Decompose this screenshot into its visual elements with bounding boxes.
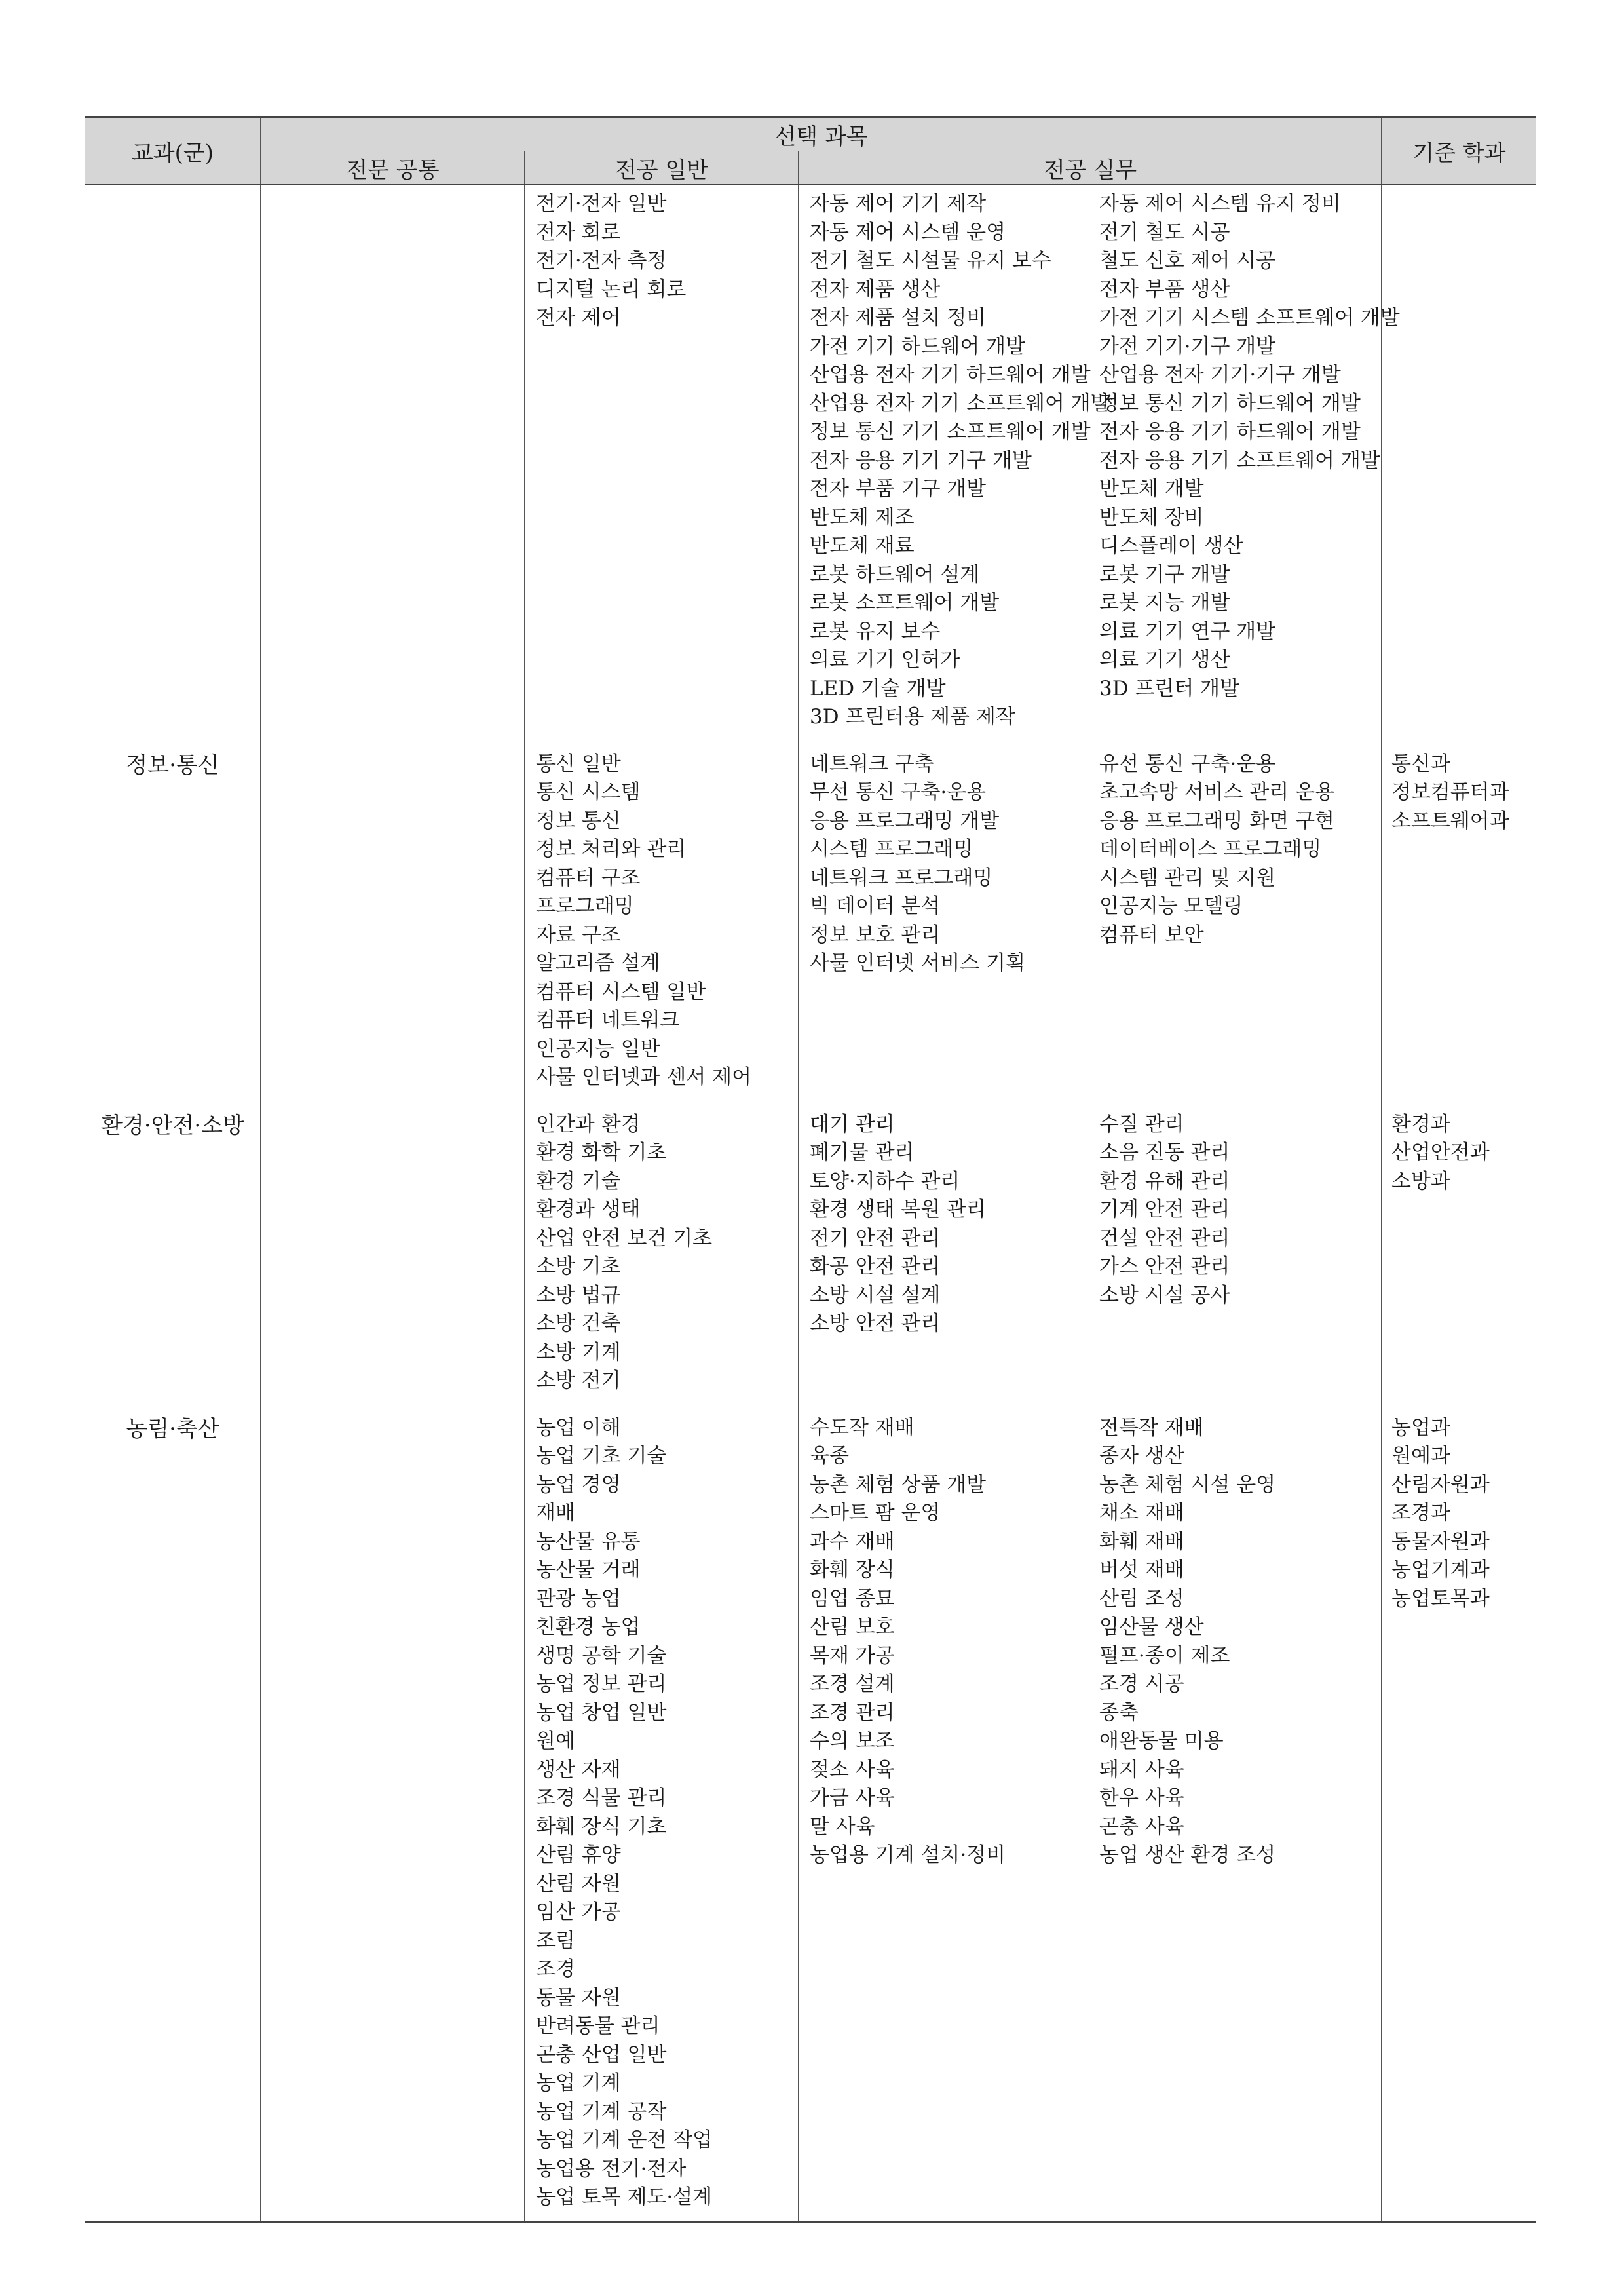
practice-subject: 기계 안전 관리 (1099, 1198, 1230, 1221)
section-row (85, 750, 1536, 1111)
general-subject: 친환경 농업 (536, 1615, 641, 1639)
general-subject: 농업 기계 공작 (536, 2099, 667, 2124)
practice-subject: 조경 시공 (1099, 1672, 1184, 1696)
practice-subject: 종축 (1099, 1700, 1139, 1725)
practice-subject: 자동 제어 기기 제작 (810, 192, 987, 216)
practice-subject: 펄프·종이 제조 (1099, 1643, 1230, 1668)
practice-subject: 조경 설계 (810, 1672, 895, 1696)
practice-subject: 빅 데이터 분석 (810, 894, 941, 918)
practice-subject: 돼지 사육 (1099, 1757, 1184, 1782)
practice-subject: 가전 기기 시스템 소프트웨어 개발 (1099, 306, 1400, 330)
practice-subject: 전자 응용 기기 기구 개발 (810, 448, 1032, 472)
general-subject: 인공지능 일반 (536, 1037, 660, 1061)
category-cell (85, 185, 261, 750)
practice-subject: 대기 관리 (810, 1112, 895, 1136)
general-subject: 동물 자원 (536, 1985, 621, 2010)
practice-subject: 수의 보조 (810, 1729, 895, 1753)
practice-subject: 전특작 재배 (1099, 1415, 1204, 1440)
general-subject: 농업 경영 (536, 1472, 621, 1497)
practice-subject: 종자 생산 (1099, 1444, 1184, 1468)
practice-subject: 전기 안전 관리 (810, 1226, 941, 1250)
department-item: 통신과 (1391, 752, 1450, 776)
department-item: 산림자원과 (1391, 1472, 1490, 1497)
practice-subject: 로봇 소프트웨어 개발 (810, 591, 1000, 615)
department-item: 원예과 (1391, 1444, 1450, 1468)
general-subject: 컴퓨터 시스템 일반 (536, 980, 706, 1004)
common-cell (261, 185, 525, 750)
general-subject: 관광 농업 (536, 1586, 621, 1611)
practice-subject: 사물 인터넷 서비스 기획 (810, 951, 1026, 975)
practice-subject: 폐기물 관리 (810, 1141, 915, 1164)
practice-subject: 산업용 전자 기기 하드웨어 개발 (810, 363, 1091, 387)
practice-subject: 전자 응용 기기 소프트웨어 개발 (1099, 448, 1380, 472)
general-subject: 통신 시스템 (536, 780, 641, 804)
practice-subject: 자동 제어 시스템 유지 정비 (1099, 192, 1341, 216)
general-subject: 전기·전자 일반 (536, 192, 667, 216)
practice-subject: 자동 제어 시스템 운영 (810, 220, 1006, 244)
general-subject: 임산 가공 (536, 1900, 621, 1924)
department-cell (1382, 1414, 1536, 2222)
practice-subject: 로봇 하드웨어 설계 (810, 562, 980, 586)
practice-subject: 의료 기기 생산 (1099, 648, 1230, 672)
practice-subject: 채소 재배 (1099, 1501, 1184, 1525)
header-subject-group: 교과(군) (85, 117, 261, 185)
category-cell: 정보·통신 (85, 750, 261, 1111)
header-department: 기준 학과 (1382, 117, 1536, 185)
general-subject: 농업 창업 일반 (536, 1700, 667, 1725)
practice-subject: 산업용 전자 기기 소프트웨어 개발 (810, 391, 1110, 415)
practice-subject: 네트워크 구축 (810, 752, 934, 776)
practice-subject: 시스템 관리 및 지원 (1099, 866, 1276, 890)
general-subject: 산업 안전 보건 기초 (536, 1226, 713, 1250)
general-subject: 통신 일반 (536, 752, 621, 776)
practice-subject: 건설 안전 관리 (1099, 1226, 1230, 1250)
practice-subject: 곤충 사육 (1099, 1814, 1184, 1839)
practice-subject: 임산물 생산 (1099, 1615, 1204, 1639)
practice-subject: 전자 제품 생산 (810, 277, 941, 301)
practice-subject: 인공지능 모델링 (1099, 894, 1243, 918)
general-subject: 농업 기계 운전 작업 (536, 2128, 713, 2152)
header-major-general: 전공 일반 (525, 151, 799, 185)
general-cell (525, 750, 799, 1111)
general-subject: 전자 회로 (536, 220, 621, 244)
practice-subject: 응용 프로그래밍 개발 (810, 809, 1000, 833)
practice-cell (799, 185, 1400, 750)
general-subject: 조경 식물 관리 (536, 1786, 667, 1810)
practice-subject: 의료 기기 인허가 (810, 648, 960, 672)
general-subject: 디지털 논리 회로 (536, 277, 687, 301)
practice-subject: 반도체 개발 (1099, 477, 1204, 501)
curriculum-body (85, 185, 1536, 2222)
practice-cell (799, 1414, 1382, 2222)
general-subject: 환경 기술 (536, 1169, 621, 1193)
practice-subject: 젖소 사육 (810, 1757, 895, 1782)
practice-subject: 로봇 유지 보수 (810, 619, 941, 643)
practice-subject: 수도작 재배 (810, 1415, 915, 1440)
practice-subject: 정보 통신 기기 하드웨어 개발 (1099, 391, 1361, 415)
general-subject: 전자 제어 (536, 306, 621, 330)
practice-subject: 응용 프로그래밍 화면 구현 (1099, 809, 1334, 833)
general-subject: 농업 기계 (536, 2071, 621, 2095)
header-major-practice: 전공 실무 (799, 151, 1382, 185)
department-item: 농업과 (1391, 1415, 1450, 1440)
department-item: 농업기계과 (1391, 1558, 1490, 1582)
curriculum-table-sheet (85, 116, 1536, 2223)
department-item: 정보컴퓨터과 (1391, 780, 1509, 804)
practice-subject: 조경 관리 (810, 1700, 895, 1725)
category-cell: 농림·축산 (85, 1414, 261, 2222)
general-subject: 산림 자원 (536, 1871, 621, 1896)
general-cell (525, 1414, 799, 2222)
practice-subject: LED 기술 개발 (810, 676, 946, 700)
department-cell (1382, 185, 1536, 750)
practice-subject: 전자 부품 생산 (1099, 277, 1230, 301)
practice-subject: 환경 유해 관리 (1099, 1169, 1230, 1193)
general-subject: 알고리즘 설계 (536, 951, 660, 975)
practice-subject: 네트워크 프로그래밍 (810, 866, 993, 890)
practice-cell (799, 1111, 1382, 1414)
practice-subject: 수질 관리 (1099, 1112, 1184, 1136)
practice-subject: 스마트 팜 운영 (810, 1501, 941, 1525)
practice-subject: 가전 기기 하드웨어 개발 (810, 334, 1026, 358)
general-subject: 소방 기계 (536, 1340, 621, 1364)
general-subject: 농업 토목 제도·설계 (536, 2185, 713, 2209)
general-subject: 산림 휴양 (536, 1843, 621, 1867)
department-cell (1382, 1111, 1536, 1414)
practice-subject: 정보 통신 기기 소프트웨어 개발 (810, 420, 1091, 444)
general-subject: 원예 (536, 1729, 575, 1753)
practice-subject: 초고속망 서비스 관리 운용 (1099, 780, 1334, 804)
practice-subject: 무선 통신 구축·운용 (810, 780, 987, 804)
common-cell (261, 1414, 525, 2222)
practice-subject: 한우 사육 (1099, 1786, 1184, 1810)
general-subject: 생산 자재 (536, 1757, 621, 1782)
practice-subject: 컴퓨터 보안 (1099, 923, 1204, 947)
practice-subject: 육종 (810, 1444, 849, 1468)
practice-cell (799, 750, 1382, 1111)
department-item: 환경과 (1391, 1112, 1450, 1136)
general-subject: 농업 이해 (536, 1415, 621, 1440)
general-cell (525, 185, 799, 750)
practice-subject: 소방 시설 공사 (1099, 1283, 1230, 1307)
practice-subject: 애완동물 미용 (1099, 1729, 1224, 1753)
practice-subject: 소방 시설 설계 (810, 1283, 941, 1307)
curriculum-table (85, 116, 1536, 2223)
practice-subject: 화훼 장식 (810, 1558, 895, 1582)
practice-subject: 전자 부품 기구 개발 (810, 477, 987, 501)
general-subject: 자료 구조 (536, 923, 621, 947)
practice-subject: 화공 안전 관리 (810, 1255, 941, 1278)
practice-subject: 산업용 전자 기기·기구 개발 (1099, 363, 1341, 387)
general-subject: 소방 전기 (536, 1369, 621, 1392)
header-professional-common: 전문 공통 (261, 151, 525, 185)
practice-subject: 데이터베이스 프로그래밍 (1099, 837, 1322, 861)
general-subject: 농업용 전기·전자 (536, 2156, 687, 2181)
general-subject: 정보 통신 (536, 809, 621, 833)
practice-subject: 소음 진동 관리 (1099, 1141, 1230, 1164)
category-cell: 환경·안전·소방 (85, 1111, 261, 1414)
practice-subject: 시스템 프로그래밍 (810, 837, 973, 861)
section-row (85, 185, 1536, 750)
practice-subject: 3D 프린터용 제품 제작 (810, 705, 1015, 729)
department-item: 동물자원과 (1391, 1529, 1490, 1554)
general-subject: 환경 화학 기초 (536, 1141, 667, 1164)
practice-subject: 반도체 재료 (810, 534, 915, 558)
department-item: 조경과 (1391, 1501, 1450, 1525)
department-cell (1382, 750, 1536, 1111)
practice-subject: 목재 가공 (810, 1643, 895, 1668)
practice-subject: 과수 재배 (810, 1529, 895, 1554)
common-cell (261, 1111, 525, 1414)
general-subject: 곤충 산업 일반 (536, 2042, 667, 2067)
practice-subject: 정보 보호 관리 (810, 923, 941, 947)
common-cell (261, 750, 525, 1111)
practice-subject: 산림 보호 (810, 1615, 895, 1639)
general-subject: 프로그래밍 (536, 894, 634, 918)
practice-subject: 로봇 지능 개발 (1099, 591, 1230, 615)
practice-subject: 버섯 재배 (1099, 1558, 1184, 1582)
general-subject: 컴퓨터 구조 (536, 866, 641, 890)
general-subject: 재배 (536, 1501, 575, 1525)
practice-subject: 전기 철도 시설물 유지 보수 (810, 249, 1051, 273)
general-subject: 생명 공학 기술 (536, 1643, 667, 1668)
section-row (85, 1111, 1536, 1414)
practice-subject: 소방 안전 관리 (810, 1312, 941, 1335)
department-item: 산업안전과 (1391, 1141, 1490, 1164)
general-cell (525, 1111, 799, 1414)
header-elective: 선택 과목 (261, 117, 1382, 151)
general-subject: 조경 (536, 1957, 575, 1981)
general-subject: 소방 기초 (536, 1255, 621, 1278)
practice-subject: 로봇 기구 개발 (1099, 562, 1230, 586)
practice-subject: 반도체 제조 (810, 505, 915, 529)
practice-subject: 토양·지하수 관리 (810, 1169, 960, 1193)
general-subject: 화훼 장식 기초 (536, 1814, 667, 1839)
general-subject: 정보 처리와 관리 (536, 837, 687, 861)
general-subject: 사물 인터넷과 센서 제어 (536, 1065, 752, 1089)
department-item: 농업토목과 (1391, 1586, 1490, 1611)
general-subject: 전기·전자 측정 (536, 249, 667, 273)
practice-subject: 농촌 체험 상품 개발 (810, 1472, 987, 1497)
practice-subject: 말 사육 (810, 1814, 875, 1839)
general-subject: 조림 (536, 1928, 575, 1953)
department-item: 소프트웨어과 (1391, 809, 1509, 833)
general-subject: 인간과 환경 (536, 1112, 641, 1136)
practice-subject: 전자 제품 설치 정비 (810, 306, 987, 330)
practice-subject: 전자 응용 기기 하드웨어 개발 (1099, 420, 1361, 444)
practice-subject: 가금 사육 (810, 1786, 895, 1810)
practice-subject: 농업용 기계 설치·정비 (810, 1843, 1006, 1867)
practice-subject: 산림 조성 (1099, 1586, 1184, 1611)
general-subject: 소방 법규 (536, 1283, 621, 1307)
general-subject: 컴퓨터 네트워크 (536, 1008, 680, 1032)
general-subject: 농업 정보 관리 (536, 1672, 667, 1696)
practice-subject: 환경 생태 복원 관리 (810, 1198, 987, 1221)
practice-subject: 임업 종묘 (810, 1586, 895, 1611)
practice-subject: 전기 철도 시공 (1099, 220, 1230, 244)
general-subject: 소방 건축 (536, 1312, 621, 1335)
general-subject: 반려동물 관리 (536, 2014, 660, 2038)
general-subject: 환경과 생태 (536, 1198, 641, 1221)
practice-subject: 디스플레이 생산 (1099, 534, 1243, 558)
practice-subject: 철도 신호 제어 시공 (1099, 249, 1276, 273)
general-subject: 농산물 유통 (536, 1529, 641, 1554)
practice-subject: 유선 통신 구축·운용 (1099, 752, 1276, 776)
practice-subject: 가전 기기·기구 개발 (1099, 334, 1276, 358)
general-subject: 농업 기초 기술 (536, 1444, 667, 1468)
practice-subject: 농업 생산 환경 조성 (1099, 1843, 1276, 1867)
department-item: 소방과 (1391, 1169, 1450, 1193)
practice-subject: 화훼 재배 (1099, 1529, 1184, 1554)
practice-subject: 의료 기기 연구 개발 (1099, 619, 1276, 643)
general-subject: 농산물 거래 (536, 1558, 641, 1582)
practice-subject: 가스 안전 관리 (1099, 1255, 1230, 1278)
section-row (85, 1414, 1536, 2222)
practice-subject: 농촌 체험 시설 운영 (1099, 1472, 1276, 1497)
practice-subject: 반도체 장비 (1099, 505, 1204, 529)
practice-subject: 3D 프린터 개발 (1099, 676, 1240, 700)
